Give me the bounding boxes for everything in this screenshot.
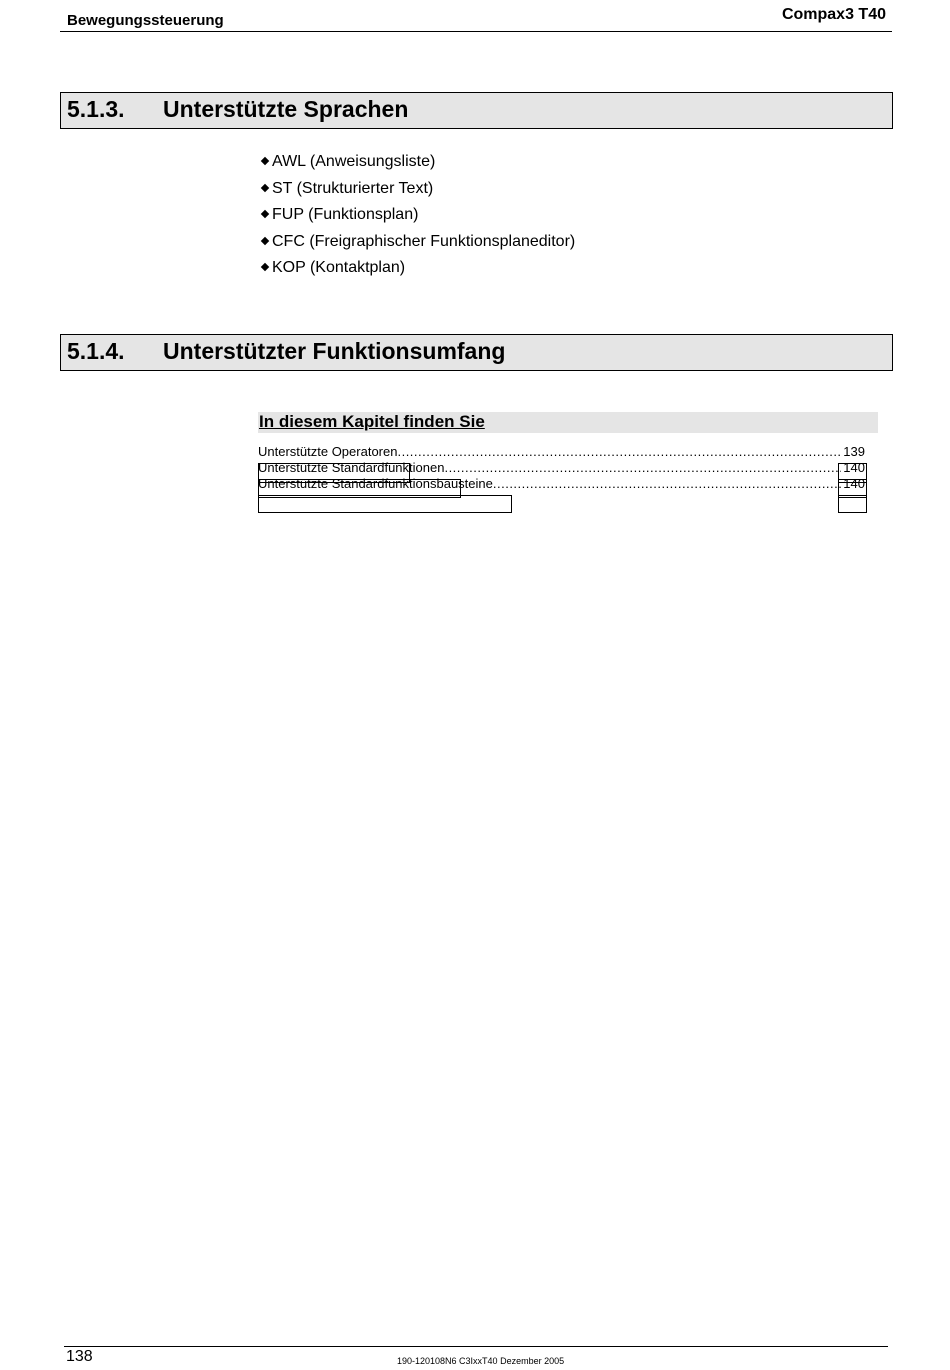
footer-rule xyxy=(64,1346,888,1347)
section-heading-languages xyxy=(60,92,893,129)
page-number: 138 xyxy=(66,1348,93,1365)
toc-entry-label[interactable]: Unterstützte Operatoren xyxy=(258,444,398,459)
section-title: Unterstützter Funktionsumfang xyxy=(163,338,506,364)
section-title: Unterstützte Sprachen xyxy=(163,96,409,122)
diamond-bullet-icon xyxy=(261,237,269,245)
toc-entry-label[interactable]: Unterstützte Standardfunktionen xyxy=(258,460,445,475)
language-list xyxy=(258,150,575,283)
diamond-bullet-icon xyxy=(261,263,269,271)
diamond-bullet-icon xyxy=(261,210,269,218)
document-id: 190-120108N6 C3IxxT40 Dezember 2005 xyxy=(397,1356,565,1366)
running-header-right: Compax3 T40 xyxy=(781,6,886,23)
list-item: CFC (Freigraphischer Funktionsplaneditor) xyxy=(258,230,575,257)
toc-entry-label[interactable]: Unterstützte Standardfunktionsbausteine xyxy=(258,476,493,491)
running-header-left: Bewegungssteuerung xyxy=(67,12,224,29)
toc-entry-page[interactable]: 140 xyxy=(843,460,865,475)
section-heading-function-scope xyxy=(60,334,893,371)
toc-entry[interactable] xyxy=(258,444,865,460)
section-number: 5.1.4. xyxy=(67,338,125,364)
diamond-bullet-icon xyxy=(261,157,269,165)
toc-entry-page[interactable]: 139 xyxy=(843,444,865,459)
toc-leader xyxy=(397,444,841,460)
list-item: ST (Strukturierter Text) xyxy=(258,177,575,204)
toc-leader xyxy=(444,460,841,476)
chapter-contents-heading: In diesem Kapitel finden Sie xyxy=(258,412,878,433)
list-item: KOP (Kontaktplan) xyxy=(258,256,575,283)
list-item: FUP (Funktionsplan) xyxy=(258,203,575,230)
header-rule xyxy=(60,31,892,32)
section-number: 5.1.3. xyxy=(67,96,125,122)
link-frame xyxy=(258,495,512,513)
list-item: AWL (Anweisungsliste) xyxy=(258,150,575,177)
diamond-bullet-icon xyxy=(261,184,269,192)
toc-entry-page[interactable]: 140 xyxy=(843,476,865,491)
page-link-frame xyxy=(838,495,867,513)
toc-leader xyxy=(493,476,841,492)
